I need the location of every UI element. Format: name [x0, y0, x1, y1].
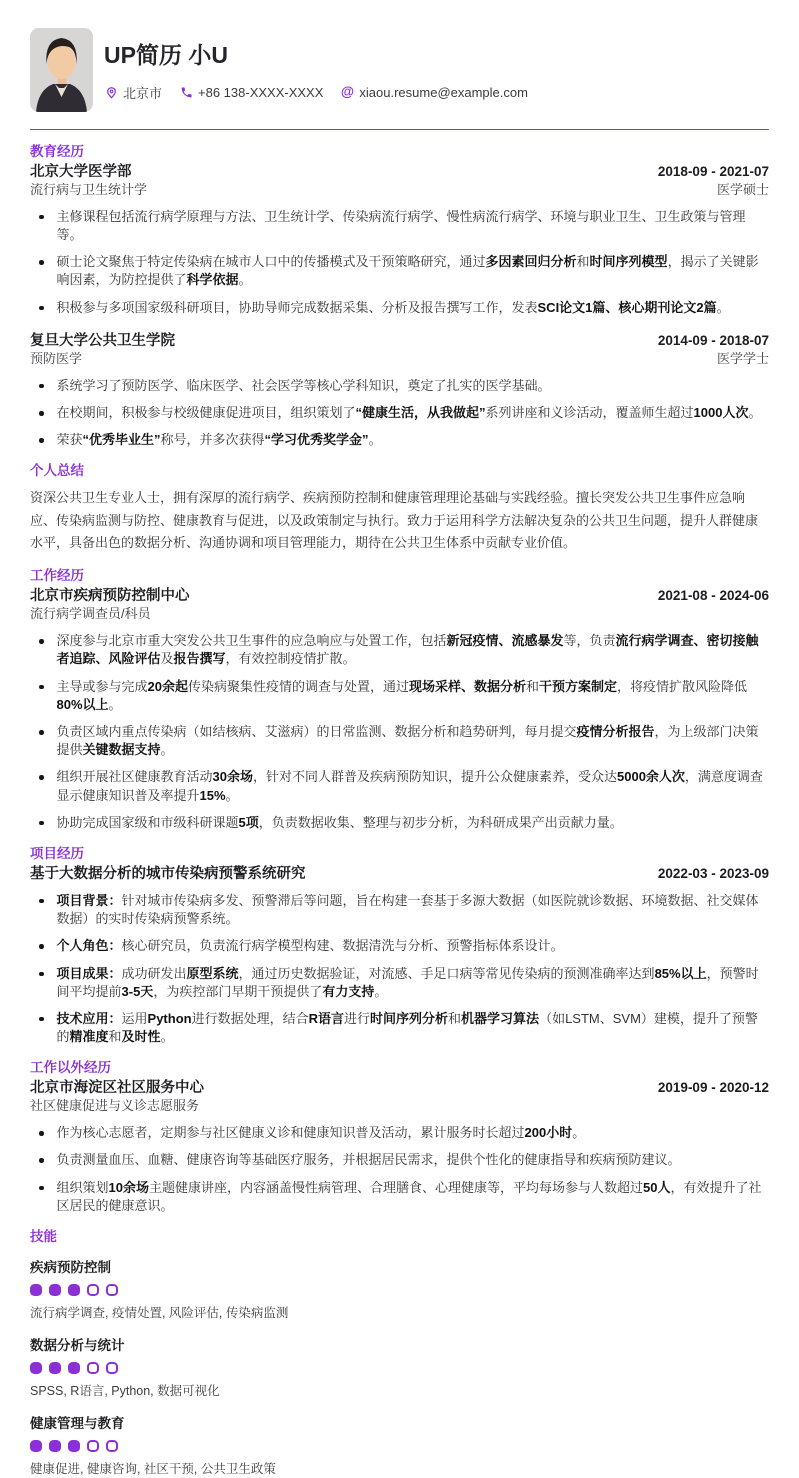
- bullet-item: [30, 208, 769, 244]
- bullet-item: [30, 431, 769, 449]
- text-segment: 。: [748, 405, 762, 421]
- bullet-text: [57, 377, 770, 395]
- text-segment: ，有效控制疫情扩散。: [225, 651, 356, 667]
- text-segment: 15%: [199, 787, 226, 803]
- header-text: [104, 28, 528, 102]
- level-dot-filled: [30, 1440, 42, 1452]
- text-segment: “健康生活，从我做起”: [355, 405, 486, 421]
- text-segment: 3-5天: [121, 983, 154, 999]
- contact-phone-text: +86 138-XXXX-XXXX: [198, 84, 324, 100]
- text-segment: 负责区域内重点传染病（如结核病、艾滋病）的日常监测、数据分析和趋势研判，每月提交: [56, 724, 577, 739]
- email-icon: @: [340, 84, 354, 100]
- entry-subtitle: 预防医学: [30, 350, 83, 366]
- entry: [30, 587, 769, 832]
- entry-header-row: [30, 587, 769, 605]
- bullet-text: [57, 937, 770, 955]
- bullet-item: [30, 632, 769, 668]
- text-segment: 。: [716, 299, 730, 315]
- entry-header-row: [30, 865, 769, 883]
- profile-photo: [30, 28, 93, 112]
- text-segment: 多因素回归分析: [485, 254, 577, 270]
- bullet-item: [30, 814, 769, 832]
- entry-subtitle: 流行病学调查员/科员: [30, 606, 151, 622]
- bullet-item: [30, 1010, 769, 1046]
- text-segment: 组织开展社区健康教育活动: [56, 769, 213, 785]
- bullet-icon: [39, 972, 44, 977]
- entry-subtitle-row: [30, 1098, 769, 1115]
- contact-row: [104, 83, 528, 102]
- bullet-icon: [39, 899, 44, 904]
- bullet-icon: [39, 639, 44, 644]
- text-segment: 负责测量血压、血糖、健康咨询等基础医疗服务，并根据居民需求，提供个性化的健康指导和疾病预防建议。: [56, 1152, 681, 1168]
- text-segment: 成功研发出: [121, 965, 187, 981]
- text-segment: 和: [108, 1029, 122, 1045]
- text-segment: 主导或参与完成: [56, 678, 148, 694]
- text-segment: 关键数据支持: [82, 742, 161, 758]
- text-segment: 称号，并多次获得: [160, 432, 265, 448]
- level-dot-empty: [87, 1284, 99, 1296]
- entry-header-row: [30, 332, 769, 350]
- text-segment: 机器学习算法: [461, 1010, 540, 1026]
- avatar: [30, 28, 93, 112]
- entry-date: 2018-09 - 2021-07: [657, 163, 769, 179]
- level-dot-filled: [49, 1440, 61, 1452]
- entry-subtitle-row: [30, 182, 769, 199]
- text-segment: 荣获: [56, 432, 83, 448]
- entry: [30, 1079, 769, 1215]
- level-dot-filled: [68, 1284, 80, 1296]
- text-segment: 5项: [238, 814, 259, 830]
- level-dot-empty: [106, 1362, 118, 1374]
- level-dot-filled: [68, 1362, 80, 1374]
- entry-subtitle: 流行病与卫生统计学: [30, 182, 148, 197]
- text-segment: 30余场: [212, 769, 253, 785]
- bullet-icon: [39, 411, 44, 416]
- text-segment: 核心研究员，负责流行病学模型构建、数据清洗与分析、预警指标体系设计。: [121, 938, 564, 954]
- location-icon: [104, 85, 118, 99]
- text-segment: “优秀毕业生”: [82, 432, 161, 448]
- text-segment: 10余场: [108, 1179, 149, 1195]
- text-segment: 主修课程包括流行病学原理与方法、卫生统计学、传染病流行病学、慢性病流行病学、环境与职业卫生、卫生政策与管理等。: [56, 208, 746, 243]
- contact-location: [104, 83, 162, 102]
- bullet-text: [57, 1010, 770, 1046]
- bullet-text: [57, 404, 770, 422]
- bullet-text: [57, 723, 770, 759]
- text-segment: ，有效提升了社区居民的健康意识。: [56, 1179, 762, 1213]
- text-segment: 和: [576, 254, 590, 270]
- section-education: [30, 144, 769, 449]
- bullet-item: [30, 299, 769, 317]
- skill-item: [30, 1334, 769, 1399]
- bullet-text: [57, 1179, 770, 1215]
- text-segment: 积极参与多项国家级科研项目，协助导师完成数据采集、分析及报告撰写工作，发表: [56, 299, 538, 315]
- bullet-list: [30, 1124, 769, 1215]
- text-segment: 疫情分析报告: [576, 724, 655, 739]
- text-segment: 80%以上: [56, 696, 109, 712]
- entry-title: 基于大数据分析的城市传染病预警系统研究: [30, 865, 306, 882]
- bullet-text: [57, 892, 770, 928]
- text-segment: 。: [160, 742, 174, 758]
- bullet-item: [30, 892, 769, 928]
- skill-name: 疾病预防控制: [30, 1259, 111, 1275]
- text-segment: 传染病聚集性疫情的调查与处置，通过: [187, 678, 409, 694]
- header-divider: [30, 129, 769, 130]
- skill-name: 健康管理与教育: [30, 1416, 125, 1432]
- text-segment: 系列讲座和义诊活动，覆盖师生超过: [485, 405, 694, 421]
- text-segment: 组织策划: [56, 1179, 109, 1195]
- text-segment: 85%以上: [654, 965, 707, 981]
- text-segment: 技术应用：: [56, 1010, 122, 1026]
- text-segment: 主题健康讲座，内容涵盖慢性病管理、合理膳食、心理健康等，平均每场参与人数超过: [148, 1179, 643, 1195]
- contact-email-text: xiaou.resume@example.com: [359, 84, 528, 100]
- contact-email: [340, 85, 528, 100]
- section-skills: [30, 1229, 769, 1478]
- contact-location-text: 北京市: [123, 85, 163, 101]
- text-segment: 等，负责: [563, 633, 616, 649]
- text-segment: ，为疾控部门早期干预提供了: [153, 983, 323, 999]
- text-segment: 针对城市传染病多发、预警滞后等问题，旨在构建一套基于多源大数据（如医院就诊数据、环境数据、社交媒体数据）的实时传染病预警系统。: [56, 892, 759, 927]
- entry: [30, 332, 769, 450]
- level-dot-empty: [87, 1362, 99, 1374]
- text-segment: ，将疫情扩散风险降低: [617, 678, 748, 694]
- skill-name: 数据分析与统计: [30, 1338, 125, 1354]
- bullet-item: [30, 253, 769, 289]
- bullet-text: [57, 768, 770, 804]
- skill-level: [30, 1440, 769, 1452]
- section-title: 个人总结: [30, 463, 84, 479]
- text-segment: 协助完成国家级和市级科研课题: [56, 814, 239, 830]
- skill-level: [30, 1284, 769, 1296]
- level-dot-filled: [49, 1284, 61, 1296]
- bullet-item: [30, 377, 769, 395]
- text-segment: 50人: [643, 1179, 671, 1195]
- bullet-icon: [39, 1158, 44, 1163]
- entry-degree: 医学学士: [716, 350, 769, 366]
- bullet-icon: [39, 260, 44, 265]
- bullet-item: [30, 937, 769, 955]
- text-segment: SCI论文1篇、核心期刊论文2篇: [537, 299, 717, 315]
- text-segment: 。: [160, 1029, 174, 1045]
- bullet-icon: [39, 685, 44, 690]
- text-segment: 作为核心志愿者，定期参与社区健康义诊和健康知识普及活动，累计服务时长超过: [56, 1125, 525, 1141]
- text-segment: Python: [147, 1010, 192, 1026]
- bullet-icon: [39, 384, 44, 389]
- entry-date: 2019-09 - 2020-12: [657, 1080, 769, 1096]
- entry-degree: 医学硕士: [716, 182, 769, 197]
- text-segment: ，揭示了关键影响因素，为防控提供了: [56, 254, 759, 288]
- text-segment: “学习优秀奖学金”: [264, 432, 369, 448]
- bullet-icon: [39, 730, 44, 735]
- entry: [30, 865, 769, 1046]
- bullet-icon: [39, 215, 44, 220]
- text-segment: 。: [368, 432, 382, 448]
- bullet-text: [57, 253, 770, 289]
- text-segment: 和: [526, 678, 540, 694]
- skill-description: SPSS, R语言, Python, 数据可视化: [30, 1384, 220, 1399]
- bullet-icon: [39, 306, 44, 311]
- entry-title: 北京市海淀区社区服务中心: [30, 1080, 204, 1097]
- bullet-text: [57, 965, 770, 1001]
- text-segment: ，预警时间平均提前: [56, 965, 759, 999]
- resume-body: [30, 144, 769, 1478]
- bullet-item: [30, 965, 769, 1001]
- skill-description: 流行病学调查, 疫情处置, 风险评估, 传染病监测: [30, 1305, 289, 1320]
- bullet-text: [57, 1151, 770, 1169]
- text-segment: 新冠疫情、流感暴发: [446, 633, 564, 649]
- text-segment: 和: [448, 1010, 462, 1026]
- text-segment: 有力支持: [322, 983, 375, 999]
- text-segment: 项目成果：: [56, 965, 122, 981]
- section-projects: [30, 846, 769, 1046]
- section-work: [30, 568, 769, 832]
- bullet-icon: [39, 438, 44, 443]
- text-segment: 运用: [121, 1010, 148, 1026]
- bullet-icon: [39, 1017, 44, 1022]
- text-segment: 精准度: [69, 1029, 109, 1045]
- text-segment: 5000余人次: [617, 769, 685, 785]
- text-segment: 1000人次: [693, 405, 749, 421]
- level-dot-filled: [30, 1284, 42, 1296]
- bullet-item: [30, 768, 769, 804]
- level-dot-filled: [49, 1362, 61, 1374]
- bullet-list: [30, 892, 769, 1046]
- level-dot-filled: [68, 1440, 80, 1452]
- text-segment: 进行数据处理，结合: [191, 1010, 309, 1026]
- bullet-icon: [39, 775, 44, 780]
- bullet-text: [57, 814, 770, 832]
- level-dot-filled: [30, 1362, 42, 1374]
- text-segment: 硕士论文聚焦于特定传染病在城市人口中的传播模式及干预策略研究，通过: [56, 254, 486, 270]
- text-segment: 20余起: [147, 678, 188, 694]
- text-segment: ，满意度调查显示健康知识普及率提升: [56, 769, 763, 803]
- section-title: 教育经历: [30, 144, 84, 159]
- text-segment: 时间序列分析: [370, 1010, 449, 1026]
- text-segment: ，负责数据收集、整理与初步分析，为科研成果产出贡献力量。: [258, 814, 623, 830]
- text-segment: 现场采样、数据分析: [409, 678, 527, 694]
- skill-item: [30, 1412, 769, 1477]
- bullet-item: [30, 404, 769, 422]
- text-segment: 深度参与北京市重大突发公共卫生事件的应急响应与处置工作，包括: [56, 633, 447, 649]
- bullet-item: [30, 1179, 769, 1215]
- text-segment: 进行: [344, 1010, 371, 1026]
- bullet-list: [30, 208, 769, 317]
- level-dot-empty: [87, 1440, 99, 1452]
- text-segment: 个人角色：: [56, 938, 122, 954]
- bullet-item: [30, 678, 769, 714]
- contact-phone: [179, 85, 323, 100]
- text-segment: ，针对不同人群普及疾病预防知识，提升公众健康素养，受众达: [252, 769, 617, 785]
- entry-date: 2014-09 - 2018-07: [657, 332, 769, 348]
- entry-subtitle-row: [30, 351, 769, 368]
- resume-header: [30, 28, 769, 112]
- text-segment: R语言: [308, 1010, 344, 1026]
- section-title: 项目经历: [30, 845, 84, 861]
- entry-subtitle-row: [30, 606, 769, 623]
- entry-header-row: [30, 1079, 769, 1097]
- text-segment: ，为上级部门决策提供: [56, 724, 759, 758]
- entry-title: 北京市疾病预防控制中心: [30, 588, 190, 605]
- text-segment: 在校期间，积极参与校级健康促进项目，组织策划了: [56, 405, 356, 421]
- level-dot-empty: [106, 1440, 118, 1452]
- bullet-icon: [39, 944, 44, 949]
- entry-date: 2022-03 - 2023-09: [657, 865, 769, 881]
- bullet-item: [30, 1124, 769, 1142]
- entry: [30, 163, 769, 317]
- entry-subtitle: 社区健康促进与义诊志愿服务: [30, 1098, 200, 1114]
- text-segment: 。: [572, 1125, 586, 1141]
- bullet-icon: [39, 1186, 44, 1191]
- bullet-item: [30, 1151, 769, 1169]
- text-segment: 系统学习了预防医学、临床医学、社会医学等核心学科知识，奠定了扎实的医学基础。: [56, 377, 551, 393]
- text-segment: 项目背景：: [56, 892, 122, 908]
- bullet-text: [57, 299, 770, 317]
- bullet-list: [30, 377, 769, 450]
- text-segment: 原型系统: [186, 965, 239, 981]
- skill-description: 健康促进, 健康咨询, 社区干预, 公共卫生政策: [30, 1462, 276, 1477]
- level-dot-empty: [106, 1284, 118, 1296]
- bullet-item: [30, 723, 769, 759]
- phone-icon: [179, 85, 193, 99]
- text-segment: ，通过历史数据验证，对流感、手足口病等常见传染病的预测准确率达到: [238, 965, 655, 981]
- text-segment: 200小时: [524, 1125, 573, 1141]
- skill-level: [30, 1362, 769, 1374]
- text-segment: 。: [238, 272, 252, 288]
- entry-header-row: [30, 163, 769, 181]
- bullet-icon: [39, 1131, 44, 1136]
- entry-date: 2021-08 - 2024-06: [657, 588, 769, 604]
- bullet-text: [57, 431, 770, 449]
- bullet-list: [30, 632, 769, 832]
- text-segment: 及: [160, 651, 174, 667]
- text-segment: 流行病学调查、密切接触者追踪、风险评估: [56, 633, 759, 667]
- text-segment: （如LSTM、SVM）建模，提升了预警的: [56, 1010, 758, 1045]
- text-segment: 科学依据: [186, 272, 239, 288]
- bullet-text: [57, 1124, 770, 1142]
- text-segment: 干预方案制定: [539, 678, 618, 694]
- text-segment: 时间序列模型: [589, 254, 668, 270]
- section-title: 工作经历: [30, 568, 84, 584]
- section-title: 技能: [30, 1228, 57, 1244]
- text-segment: 报告撰写: [173, 651, 226, 667]
- candidate-name: UP简历 小U: [104, 42, 228, 68]
- bullet-icon: [39, 821, 44, 826]
- text-segment: 及时性: [121, 1029, 161, 1045]
- text-segment: 。: [374, 983, 388, 999]
- bullet-text: [57, 678, 770, 714]
- section-summary: [30, 463, 769, 554]
- summary-text: 资深公共卫生专业人士，拥有深厚的流行病学、疾病预防控制和健康管理理论基础与实践经验。擅长突发公共卫生事件应急响应、传染病监测与防控、健康教育与促进，以及政策制定与执行。致力于运用科学方法解决复杂的公共卫生问题，提升人群健康水平，具备出色的数据分析、沟通协调和项目管理能力，期待在公共卫生体系中贡献专业价值。: [30, 490, 759, 550]
- bullet-text: [57, 208, 770, 244]
- text-segment: 。: [225, 787, 239, 803]
- section-title: 工作以外经历: [30, 1060, 111, 1076]
- bullet-text: [57, 632, 770, 668]
- entry-title: 北京大学医学部: [30, 163, 132, 180]
- entry-title: 复旦大学公共卫生学院: [30, 332, 175, 349]
- section-extracurricular: [30, 1060, 769, 1215]
- skill-item: [30, 1256, 769, 1321]
- text-segment: 。: [108, 696, 122, 712]
